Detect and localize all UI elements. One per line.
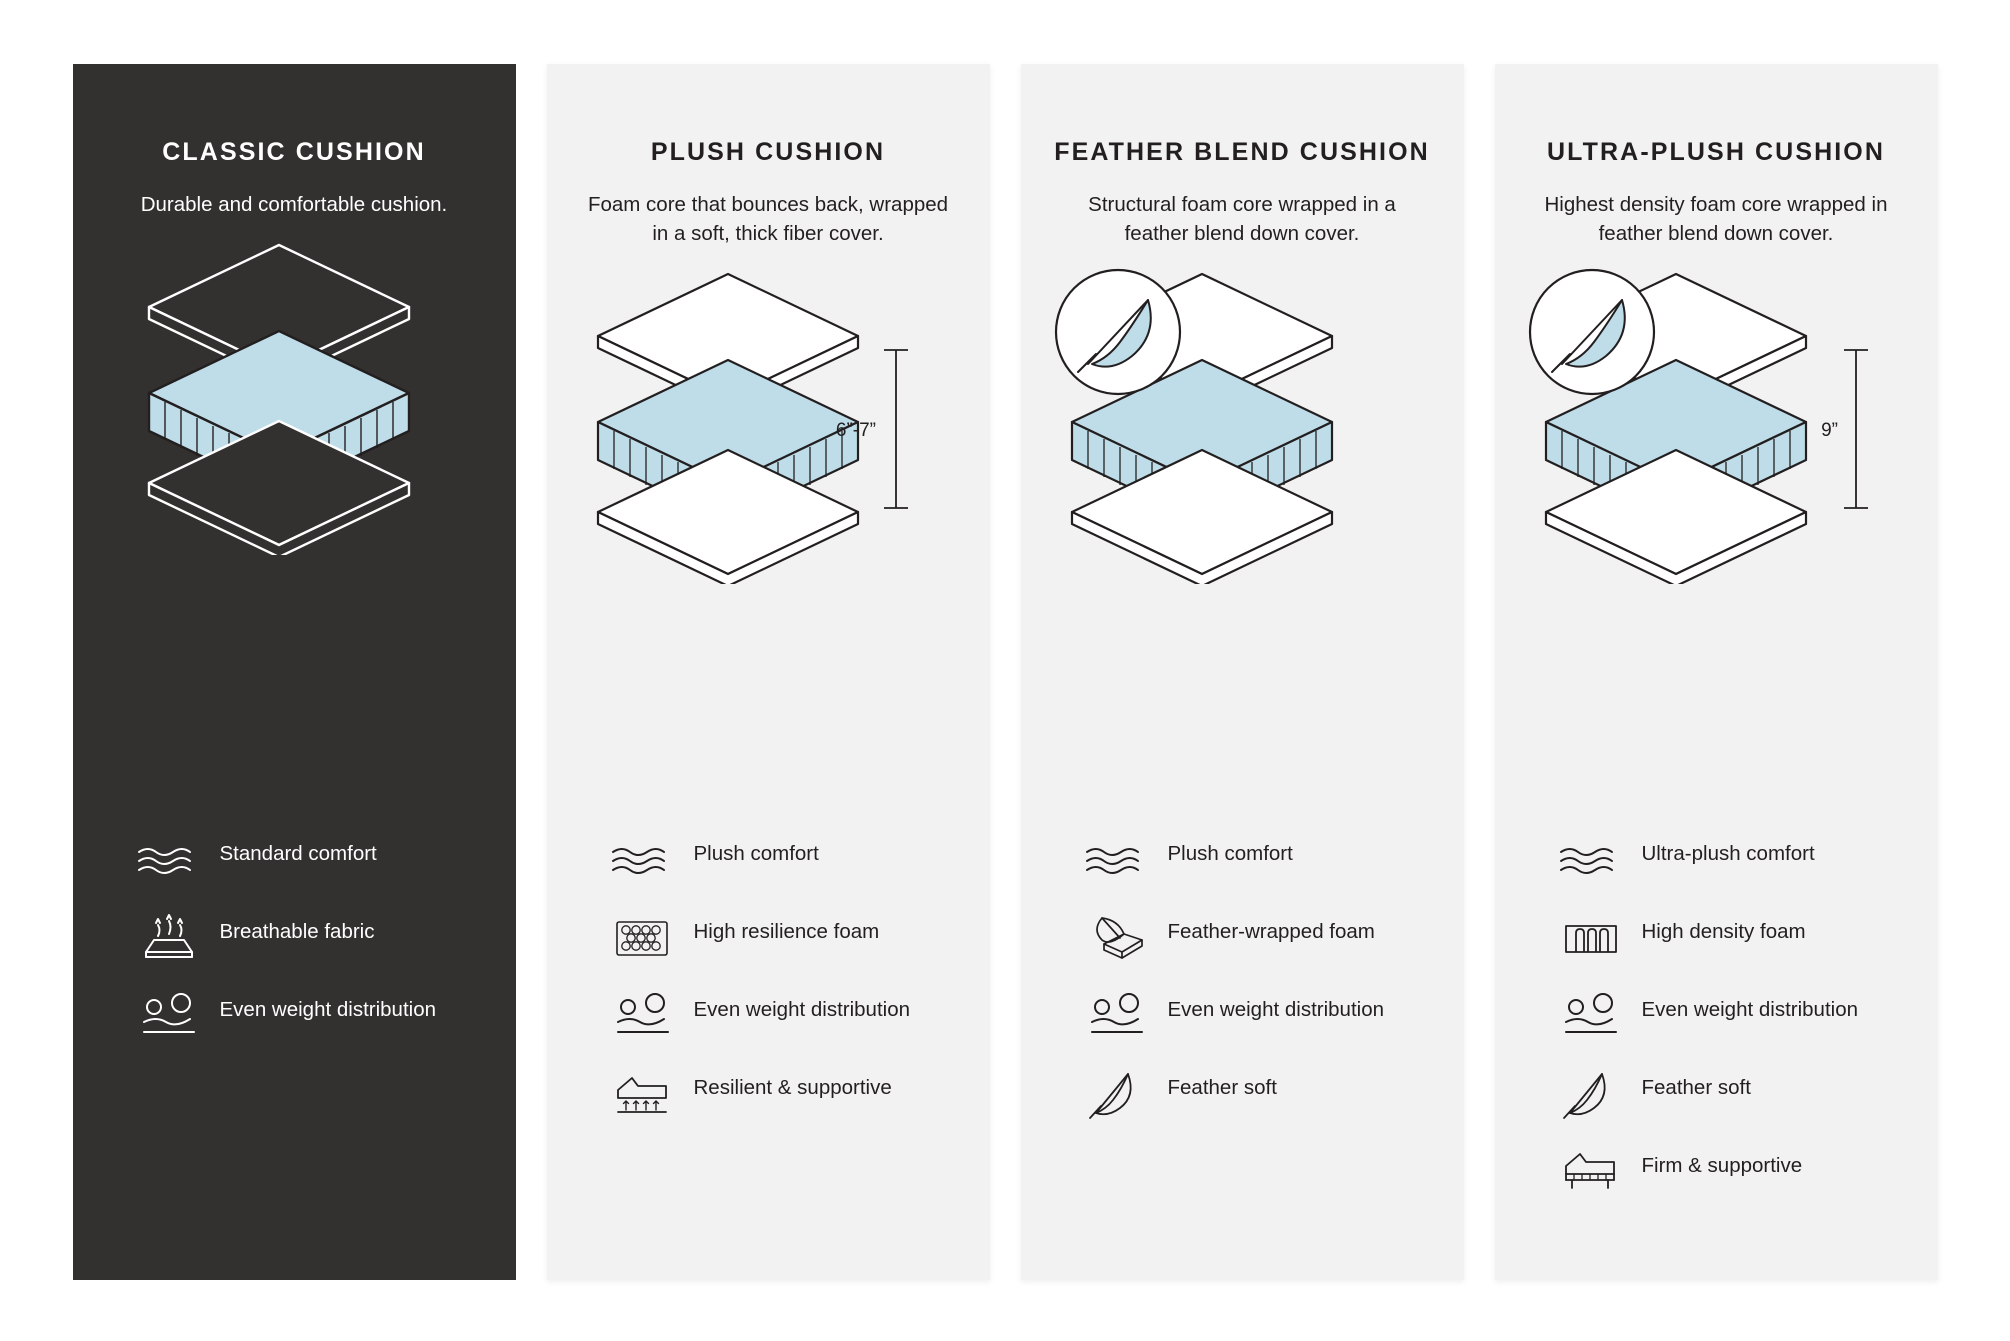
page-title: ULTRA-PLUSH CUSHION <box>1546 138 1886 166</box>
feature-label: Standard comfort <box>219 842 377 865</box>
list-item <box>610 1068 956 1120</box>
card-description: Structural foam core wrapped in a feather blend down cover. <box>1088 193 1396 246</box>
card-description: Foam core that bounces back, wrapped in a soft, thick fiber cover. <box>587 193 949 246</box>
feature-label: Ultra-plush comfort <box>1641 842 1815 865</box>
cushion-layers-illustration <box>547 264 990 594</box>
feather-icon <box>1558 1068 1632 1120</box>
list-item <box>136 834 482 886</box>
feature-list <box>136 834 482 1068</box>
feature-label: Even weight distribution <box>219 998 437 1021</box>
feature-label: Feather soft <box>1167 1076 1277 1099</box>
card-description: Durable and comfortable cushion. <box>140 193 448 216</box>
list-item <box>136 990 482 1042</box>
list-item <box>610 990 956 1042</box>
honeycomb-foam-icon <box>610 912 684 964</box>
high-density-foam-icon <box>1558 912 1632 964</box>
list-item <box>1558 1146 1904 1198</box>
card-classic-cushion <box>73 64 516 1280</box>
page-title: CLASSIC CUSHION <box>162 138 426 166</box>
card-ultra-plush-cushion <box>1495 64 1938 1280</box>
list-item <box>1084 990 1430 1042</box>
feather-badge <box>1530 270 1654 394</box>
list-item <box>610 834 956 886</box>
feature-label: Plush comfort <box>1167 842 1293 865</box>
page-title: FEATHER BLEND CUSHION <box>1054 138 1430 166</box>
even-weight-icon <box>610 990 684 1042</box>
list-item <box>610 912 956 964</box>
even-weight-icon <box>1084 990 1158 1042</box>
list-item <box>136 912 482 964</box>
cushion-layers-illustration <box>1021 264 1464 594</box>
list-item <box>1558 1068 1904 1120</box>
card-plush-cushion <box>547 64 990 1280</box>
list-item <box>1084 1068 1430 1120</box>
feature-list <box>1084 834 1430 1146</box>
feature-label: Even weight distribution <box>693 998 911 1021</box>
feature-label: Plush comfort <box>693 842 819 865</box>
feature-label: Even weight distribution <box>1641 998 1859 1021</box>
feature-label: High density foam <box>1641 920 1806 943</box>
even-weight-icon <box>136 990 210 1042</box>
wave-lines-icon <box>610 834 684 886</box>
cushion-layers-illustration <box>73 235 516 565</box>
exploded-cushion-diagram <box>1526 264 1906 584</box>
exploded-cushion-diagram <box>578 264 958 584</box>
list-item <box>1558 912 1904 964</box>
exploded-cushion-diagram <box>1052 264 1432 584</box>
cushion-layers-illustration <box>1495 264 1938 594</box>
resilient-support-icon <box>610 1068 684 1120</box>
feature-label: High resilience foam <box>693 920 880 943</box>
dimension-label: 6”-7” <box>835 420 876 442</box>
exploded-cushion-diagram <box>129 235 459 555</box>
feature-label: Breathable fabric <box>219 920 375 943</box>
breathable-fabric-icon <box>136 912 210 964</box>
even-weight-icon <box>1558 990 1632 1042</box>
feature-list <box>610 834 956 1146</box>
wave-lines-icon <box>1558 834 1632 886</box>
card-description: Highest density foam core wrapped in feather blend down cover. <box>1544 193 1888 246</box>
wave-lines-icon <box>1084 834 1158 886</box>
feature-label: Firm & supportive <box>1641 1154 1803 1177</box>
list-item <box>1084 912 1430 964</box>
list-item <box>1558 834 1904 886</box>
feather-wrapped-foam-icon <box>1084 912 1158 964</box>
feature-label: Resilient & supportive <box>693 1076 892 1099</box>
wave-lines-icon <box>136 834 210 886</box>
feature-label: Feather soft <box>1641 1076 1751 1099</box>
feature-list <box>1558 834 1904 1224</box>
feature-label: Even weight distribution <box>1167 998 1385 1021</box>
list-item <box>1558 990 1904 1042</box>
page-title: PLUSH CUSHION <box>650 138 886 166</box>
list-item <box>1084 834 1430 886</box>
dimension-label: 9” <box>1821 420 1838 442</box>
feather-badge <box>1056 270 1180 394</box>
feather-icon <box>1084 1068 1158 1120</box>
firm-support-icon <box>1558 1146 1632 1198</box>
card-feather-blend-cushion <box>1021 64 1464 1280</box>
feature-label: Feather-wrapped foam <box>1167 920 1375 943</box>
